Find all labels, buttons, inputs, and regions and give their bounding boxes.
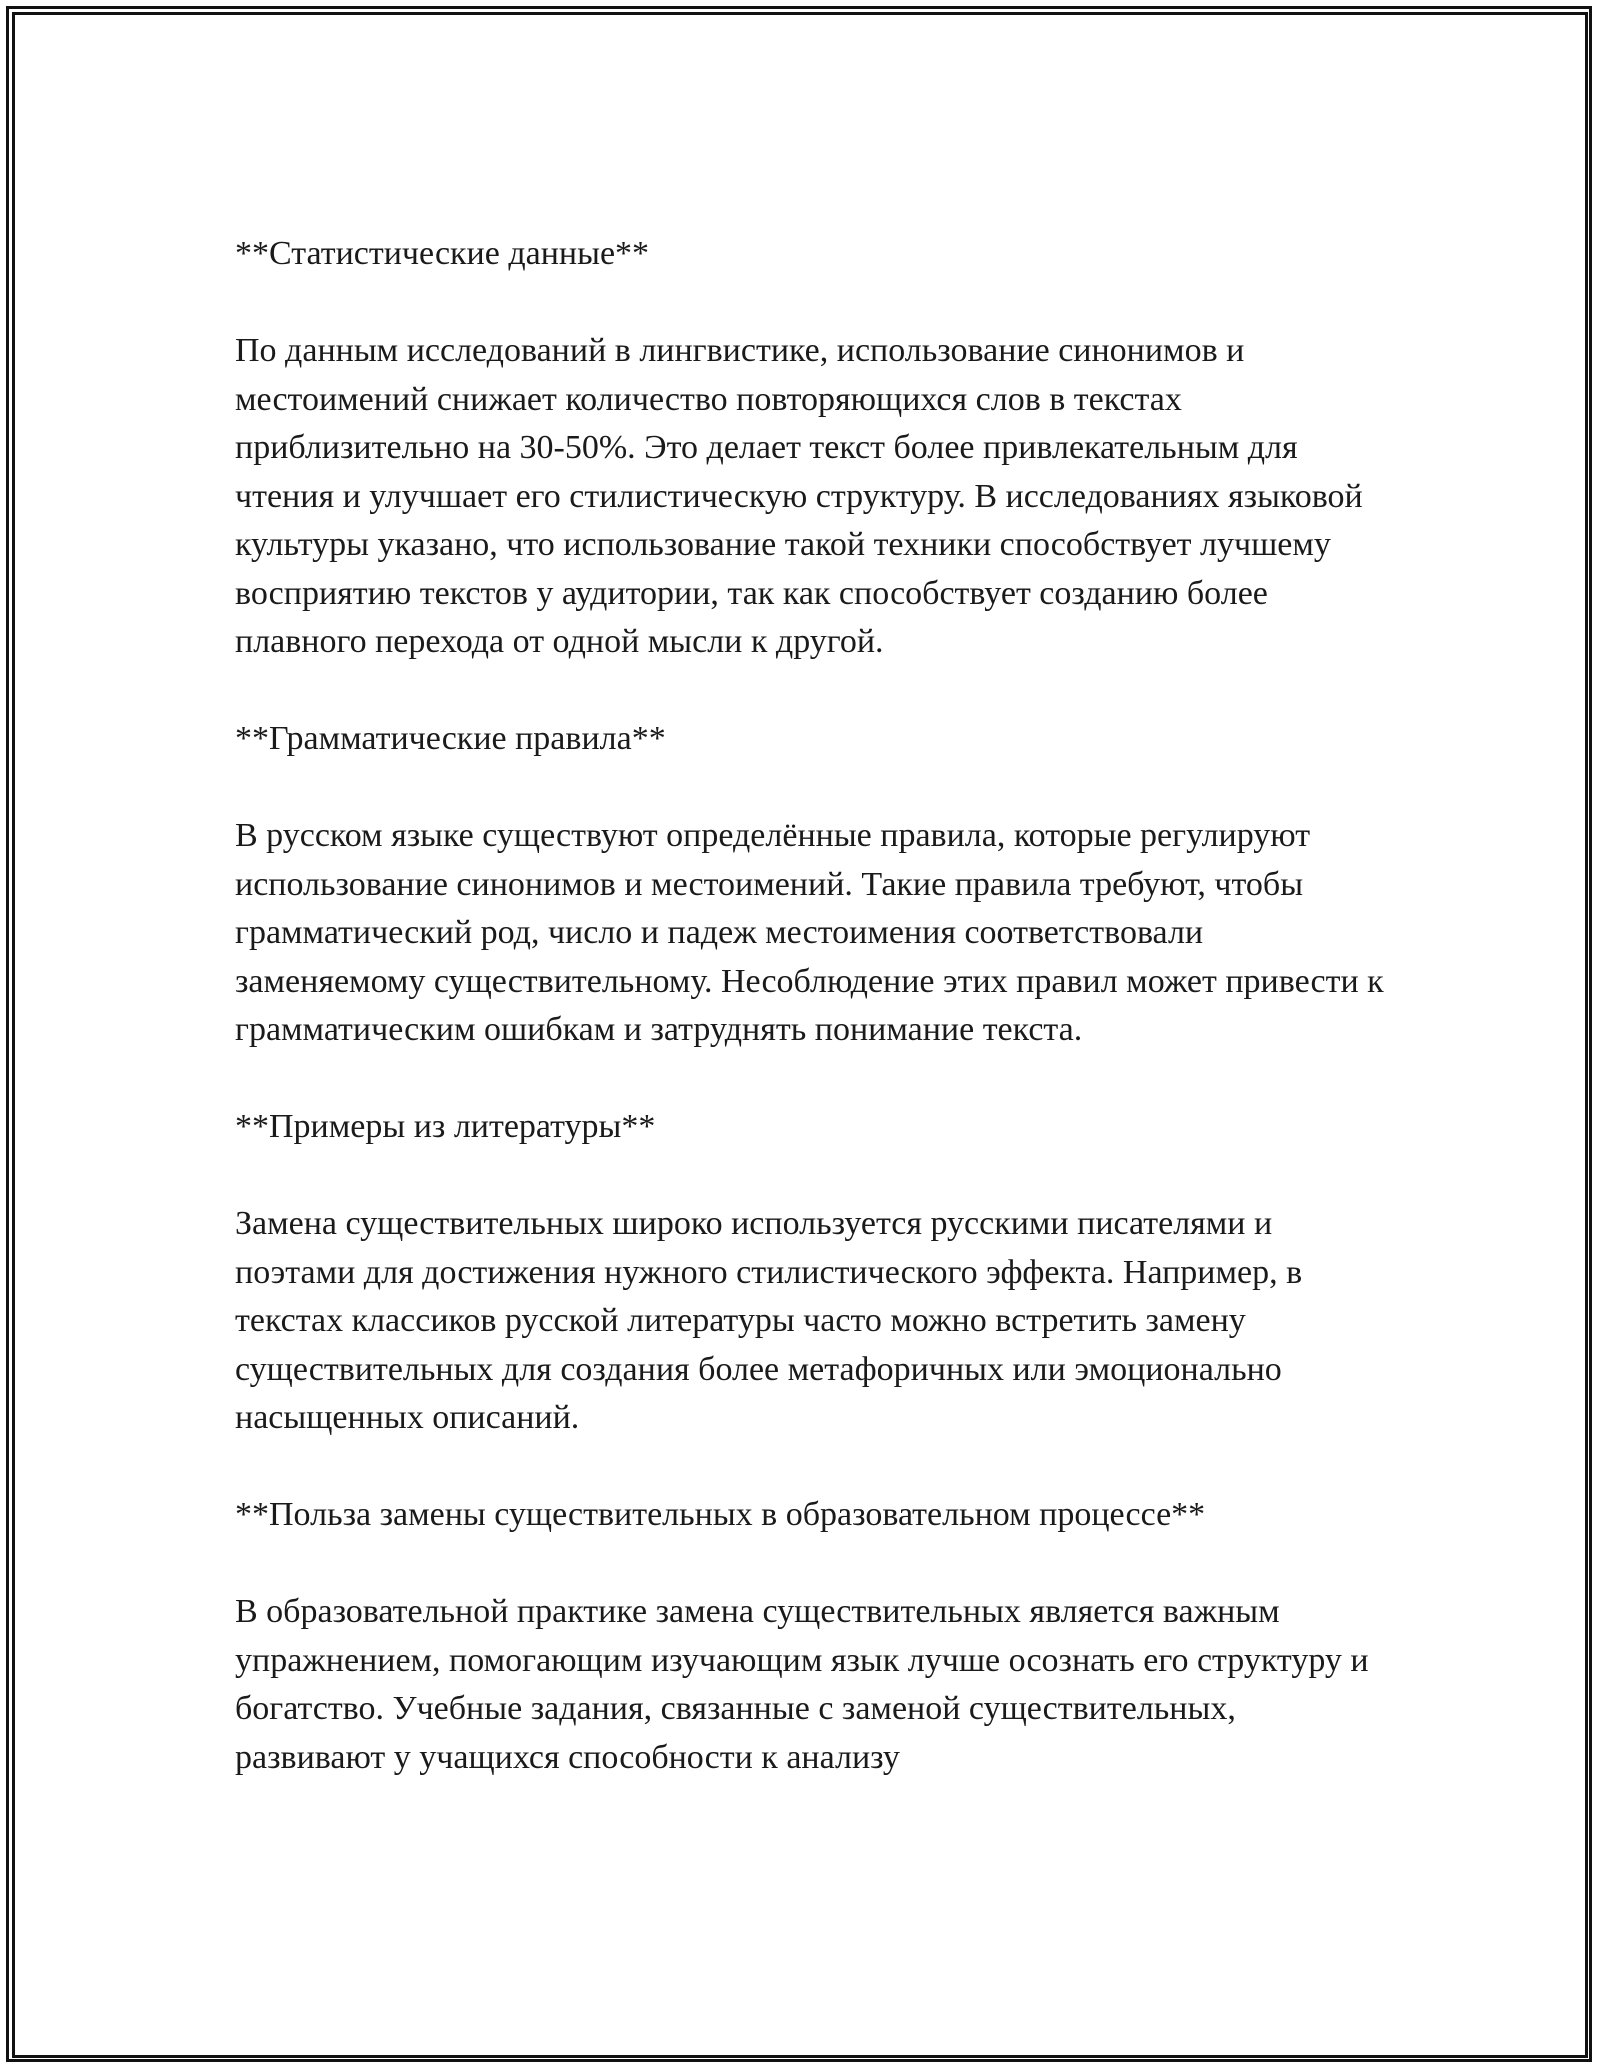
section-paragraph-statistics: По данным исследований в лингвистике, использование синонимов и местоимений снижает количество повторяющихся слов в текстах приблизительно на 30-50%. Это делает текст более привлекательным для чтения и улучшает его стилистическую структуру. В исследованиях языковой культуры указано, что использование такой техники способствует лучшему восприятию текстов у аудитории, так как способствует созданию более плавного перехода от одной мысли к другой. xyxy=(235,332,1363,660)
section-heading-literature-examples: **Примеры из литературы** xyxy=(235,1108,656,1145)
section-paragraph-literature-examples: Замена существительных широко используется русскими писателями и поэтами для достижения нужного стилистического эффекта. Например, в текстах классиков русской литературы часто можно встретить замену существительных для создания более метафоричных или эмоционально насыщенных описаний. xyxy=(235,1205,1303,1436)
section-paragraph-grammar-rules: В русском языке существуют определённые правила, которые регулируют использование синонимов и местоимений. Такие правила требуют, чтобы грамматический род, число и падеж местоимения соответствовали заменяемому существительному. Несоблюдение этих правил может привести к грамматическим ошибкам и затруднять понимание текста. xyxy=(235,817,1384,1048)
section-heading-grammar-rules: **Грамматические правила** xyxy=(235,720,666,757)
section-paragraph-education-benefits: В образовательной практике замена существительных является важным упражнением, помогающим изучающим язык лучше осознать его структуру и богатство. Учебные задания, связанные с заменой существительных, развивают у учащихся способности к анализу xyxy=(235,1593,1369,1776)
document-body xyxy=(235,230,1385,1831)
section-heading-statistics: **Статистические данные** xyxy=(235,235,650,272)
section-heading-education-benefits: **Польза замены существительных в образовательном процессе** xyxy=(235,1496,1206,1533)
